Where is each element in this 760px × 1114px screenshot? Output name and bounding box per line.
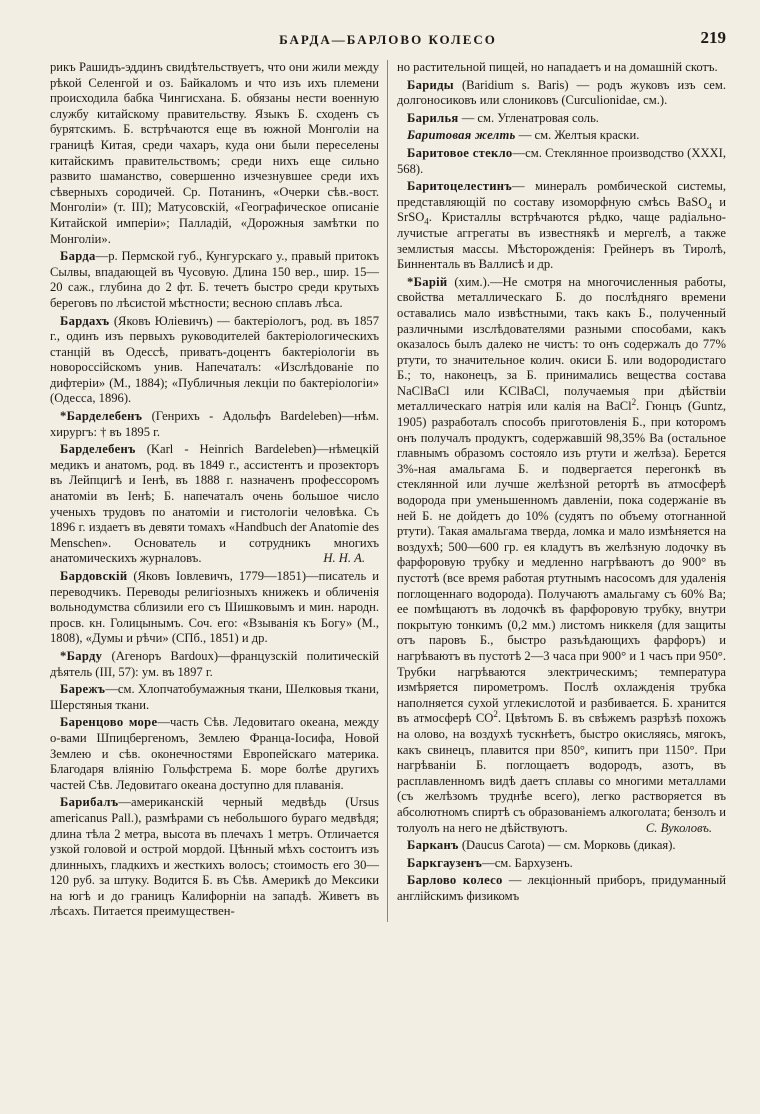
- headword: *Барду: [60, 648, 103, 663]
- headword: Баренцово море: [60, 715, 158, 730]
- headword: Бардовскій: [60, 569, 128, 583]
- entry-baribal: Барибалъ—американскій черный медвѣдь (Ursus americanus Pall.), размѣрами съ небольшого бураго медвѣдя; длина тѣла 2 метра, высота въ плечахъ 1 метръ. Отличается узкой головой и острой мордой. Цѣнный мѣхъ состоитъ изъ длинныхъ, гладкихъ и жесткихъ волосъ; стоимость его 30—120 руб. за штуку. Водится Б. въ Сѣв. Америкѣ до Мексики на югѣ и до границъ Калифорніи на западѣ. Живетъ въ лѣсахъ. Питается преимуществен-: [50, 795, 379, 919]
- subscript: 4: [424, 216, 429, 227]
- entry-bardu: *Барду (Агеноръ Bardoux)—французскій политическій дѣятель (III, 57): ум. въ 1897 г.: [50, 648, 380, 679]
- entry-bardovsky: Бардовскій (Яковъ Іовлевичъ, 1779—1851)—писатель и переводчикъ. Переводы религіозныхъ книжекъ и обличенія вольнодумства сблизили его съ Шишковымъ и мин. народн. просв. кн. Голицынымъ. Соч. его: «Взыванія къ Богу» (М., 1808), «Думы и рѣчи» (СПб., 1851) и др.: [50, 569, 379, 646]
- superscript: 2: [631, 397, 637, 408]
- subscript: 4: [707, 201, 712, 212]
- superscript: 2: [493, 709, 498, 720]
- entry-baridy: Бариды (Baridium s. Baris) — родъ жуковъ изъ сем. долгоносиковъ или слониковъ (Curculionidae, см.).: [397, 77, 726, 108]
- author-signature: Н. Н. А.: [323, 551, 365, 566]
- headword: Баркгаузенъ: [407, 855, 483, 870]
- right-column: [388, 60, 726, 922]
- text-columns: [50, 60, 726, 922]
- headword: Барда: [60, 249, 96, 264]
- page-header: [50, 28, 726, 52]
- headword: Барканъ: [407, 838, 459, 853]
- headword: Бардахъ: [60, 313, 110, 328]
- headword: Барежъ: [60, 682, 106, 697]
- entry-barentsevo-more: Баренцово море—часть Сѣв. Ледовитаго океана, между о-вами Шпицбергеномъ, Землею Франца-Іосифа, Новой Землею и сѣв. оконечностями Европейскаго материка. Благодаря вліянію Гольфстрема Б. море болѣе другихъ частей Сѣв. Ледовитаго океана доступно для плаванія.: [50, 715, 379, 792]
- entry-bardeleben-1: *Барделебенъ (Генрихъ - Адольфъ Bardeleben)—нѣм. хирургъ: † въ 1895 г.: [50, 409, 379, 439]
- headword: Бариды: [407, 77, 454, 92]
- entry-barkhauzen: Баркгаузенъ—см. Бархузенъ.: [407, 855, 573, 870]
- headword: Барилья: [407, 110, 459, 125]
- running-head: БАРДА—БАРЛОВО КОЛЕСО: [279, 32, 497, 47]
- entry-baritovaya-zhelt: Баритовая желть — см. Желтыя краски.: [407, 128, 640, 143]
- headword: *Барделебенъ: [60, 409, 143, 424]
- left-column: [50, 60, 388, 922]
- headword: Барделебенъ: [60, 442, 136, 457]
- entry-baritocelestin: Баритоцелестинъ— минералъ ромбической системы, представляющій по составу изоморфную смѣсь BaSO$_4$ и SrSO$_4$. Кристаллы встрѣчаются рѣдко, чаще радіально-лучистые аггрегаты въ известнякѣ и мергелѣ, а также землистыя массы. Мѣсторожденія: Грейнеръ въ Тиролѣ, Бинненталь въ Валлисѣ и др.: [397, 179, 726, 272]
- entry-bardakh: Бардахъ (Яковъ Юліевичъ) — бактеріологъ, род. въ 1857 г., одинъ изъ первыхъ руководителей бактеріологическихъ станцій въ Одессѣ, приватъ-доцентъ бактеріологіи въ новороссійскомъ унив. Напечаталъ: «Изслѣдованіе по дифтеріи» (М., 1884); «Публичныя лекціи по бактеріологіи» (Одесса, 1896).: [50, 313, 379, 406]
- headword: Баритовая желть: [407, 128, 516, 143]
- entry-barilya: Барилья — см. Угленатровая соль.: [407, 110, 599, 125]
- headword: *Барій: [407, 274, 448, 289]
- entry-continuation: рикъ Рашидъ-эддинъ свидѣтельствуетъ, что они жили между рѣкой Селенгой и оз. Байкаломъ и что изъ ихъ племени происходила бабка Чингисхана. Б. обязаны нести военную службу китайскому правительству. Языкъ Б. сходенъ съ бурятскимъ. Б. встрѣчаются еще въ южной Монголіи на границѣ Китая, среди чахаръ, куда они были переселены китайскимъ правительствомъ; среди нихъ еще сильно развито шаманство, совершенно изчезнувшее среди ихъ сѣверныхъ сородичей. Ср. Потанинъ, «Очерки сѣв.-вост. Монголіи» (т. III); Матусовскій, «Географическое описаніе Китайской имперіи»; Палладій, «Дорожныя замѣтки по Монголіи».: [50, 60, 379, 246]
- headword: Баритоцелестинъ: [407, 179, 512, 194]
- entry-baritovoe-steklo: Баритовое стекло—см. Стеклянное производство (XXXI, 568).: [397, 145, 726, 176]
- headword: Баритовое стекло: [407, 145, 513, 160]
- headword: Барибалъ: [60, 795, 119, 810]
- entry-bariy: *Барій (хим.).—Не смотря на многочисленныя работы, свойства металлическаго Б. до послѣдняго времени оставались мало извѣстными, такъ какъ Б., полученный различными изслѣдователями разными способами, какъ оказалось былъ далеко не чистъ: то онъ содержалъ до 77% ртути, то значительное колич. окиси Б. или водородистаго Б.; то, наконецъ, за Б. принимались вещества состава NaClBaCl или KClBaCl, получаемыя при дѣйствіи металлическаго натрія или калія на BaCl$^2$. Гюнцъ (Guntz, 1905) разработалъ способъ приготовленія Б., при которомъ онъ получалъ продуктъ, содержавшій 98,35% Ba (остальное главнымъ образомъ состояло изъ ртути и желѣза). Берется 3%-ная амальгама Б. и подвергается перегонкѣ въ стеклянной или лучше желѣзной ретортѣ въ атмосферѣ водорода при уменьшенномъ давленіи, пока содержаніе въ ней Б. не дойдетъ до 10% (судятъ по объему отогнанной ртути). Такая амальгама тверда, ломка и мало измѣняется на воздухѣ; 500—600 гр. ея кладутъ въ желѣзную лодочку въ фарфоровую трубку и медленно нагрѣваютъ до 900° въ пустотѣ (все время работая ртутнымъ насосомъ для удаленія поглощеннаго водорода). Получаютъ амальгаму съ 60% Ba; ее помѣщаютъ въ лодочкѣ въ фарфоровую трубку, внутри покрытую тонкимъ (0,2 мм.) листомъ никкеля (для защиты отъ паровъ Б., быстро разъѣдающихъ фарфоръ) и нагрѣваютъ въ пустотѣ 2—3 часа при 900° и 1 часъ при 950°. Трубки нагрѣваются электрическимъ; температура измѣряется пирометромъ. Послѣ охлажденія трубка наполняется сухой углекислотой и разбивается. Б. хранится въ атмосферѣ $CO^2$. Цвѣтомъ Б. въ свѣжемъ разрѣзѣ похожъ на олово, на воздухѣ тускнѣетъ, быстро окисляясь, мягокъ, какъ свинецъ, плавится при 850°, кипитъ при 1150°. При нагрѣваніи Б. поглощаетъ водородъ, азотъ, въ расплавленномъ видѣ даетъ сплавы со многими металлами (съ желѣзомъ труднѣе всего), легко растворяется въ абсолютномъ спиртѣ съ образованіемъ алкоголата; бензолъ и толуолъ на него не дѣйствуютъ. С. Вуколовъ.: [397, 274, 726, 835]
- page-number: 219: [700, 28, 726, 47]
- entry-barlovo-koleso: Барлово колесо — лекціонный приборъ, придуманный англійскимъ физикомъ: [397, 873, 727, 903]
- entry-barezh: Барежъ—см. Хлопчатобумажныя ткани, Шелковыя ткани, Шерстяныя ткани.: [50, 682, 379, 712]
- author-signature: С. Вуколовъ.: [645, 820, 712, 835]
- entry-barda: Барда—р. Пермской губ., Кунгурскаго у., правый притокъ Сылвы, впадающей въ Чусовую. Длина 150 вер., шир. 15—20 саж., глубина до 2 фт. Б. течетъ быстро среди крутыхъ береговъ по лѣсистой мѣстности; весною сплавъ лѣса.: [50, 249, 379, 310]
- headword: Барлово колесо: [407, 873, 503, 888]
- entry-bardeleben-2: Барделебенъ (Karl - Heinrich Bardeleben)—нѣмецкій медикъ и анатомъ, род. въ 1849 г., ассистентъ и прозекторъ въ Лейпцигѣ и Іенѣ, въ 1888 г. назначенъ профессоромъ анатоміи въ Іенѣ; Б. напечаталъ очень большое число ученыхъ трудовъ по анатоміи и гистологіи человѣка. Съ 1896 г. издаетъ въ девяти томахъ «Handbuch der Anatomie des Menschen». Основатель и сотрудникъ многихъ анатомическихъ журналовъ. Н. Н. А.: [50, 442, 379, 566]
- entry-barkan: Барканъ (Daucus Carota) — см. Морковь (дикая).: [407, 838, 676, 853]
- entry-continuation: но растительной пищей, но нападаетъ и на домашній скотъ.: [397, 60, 718, 74]
